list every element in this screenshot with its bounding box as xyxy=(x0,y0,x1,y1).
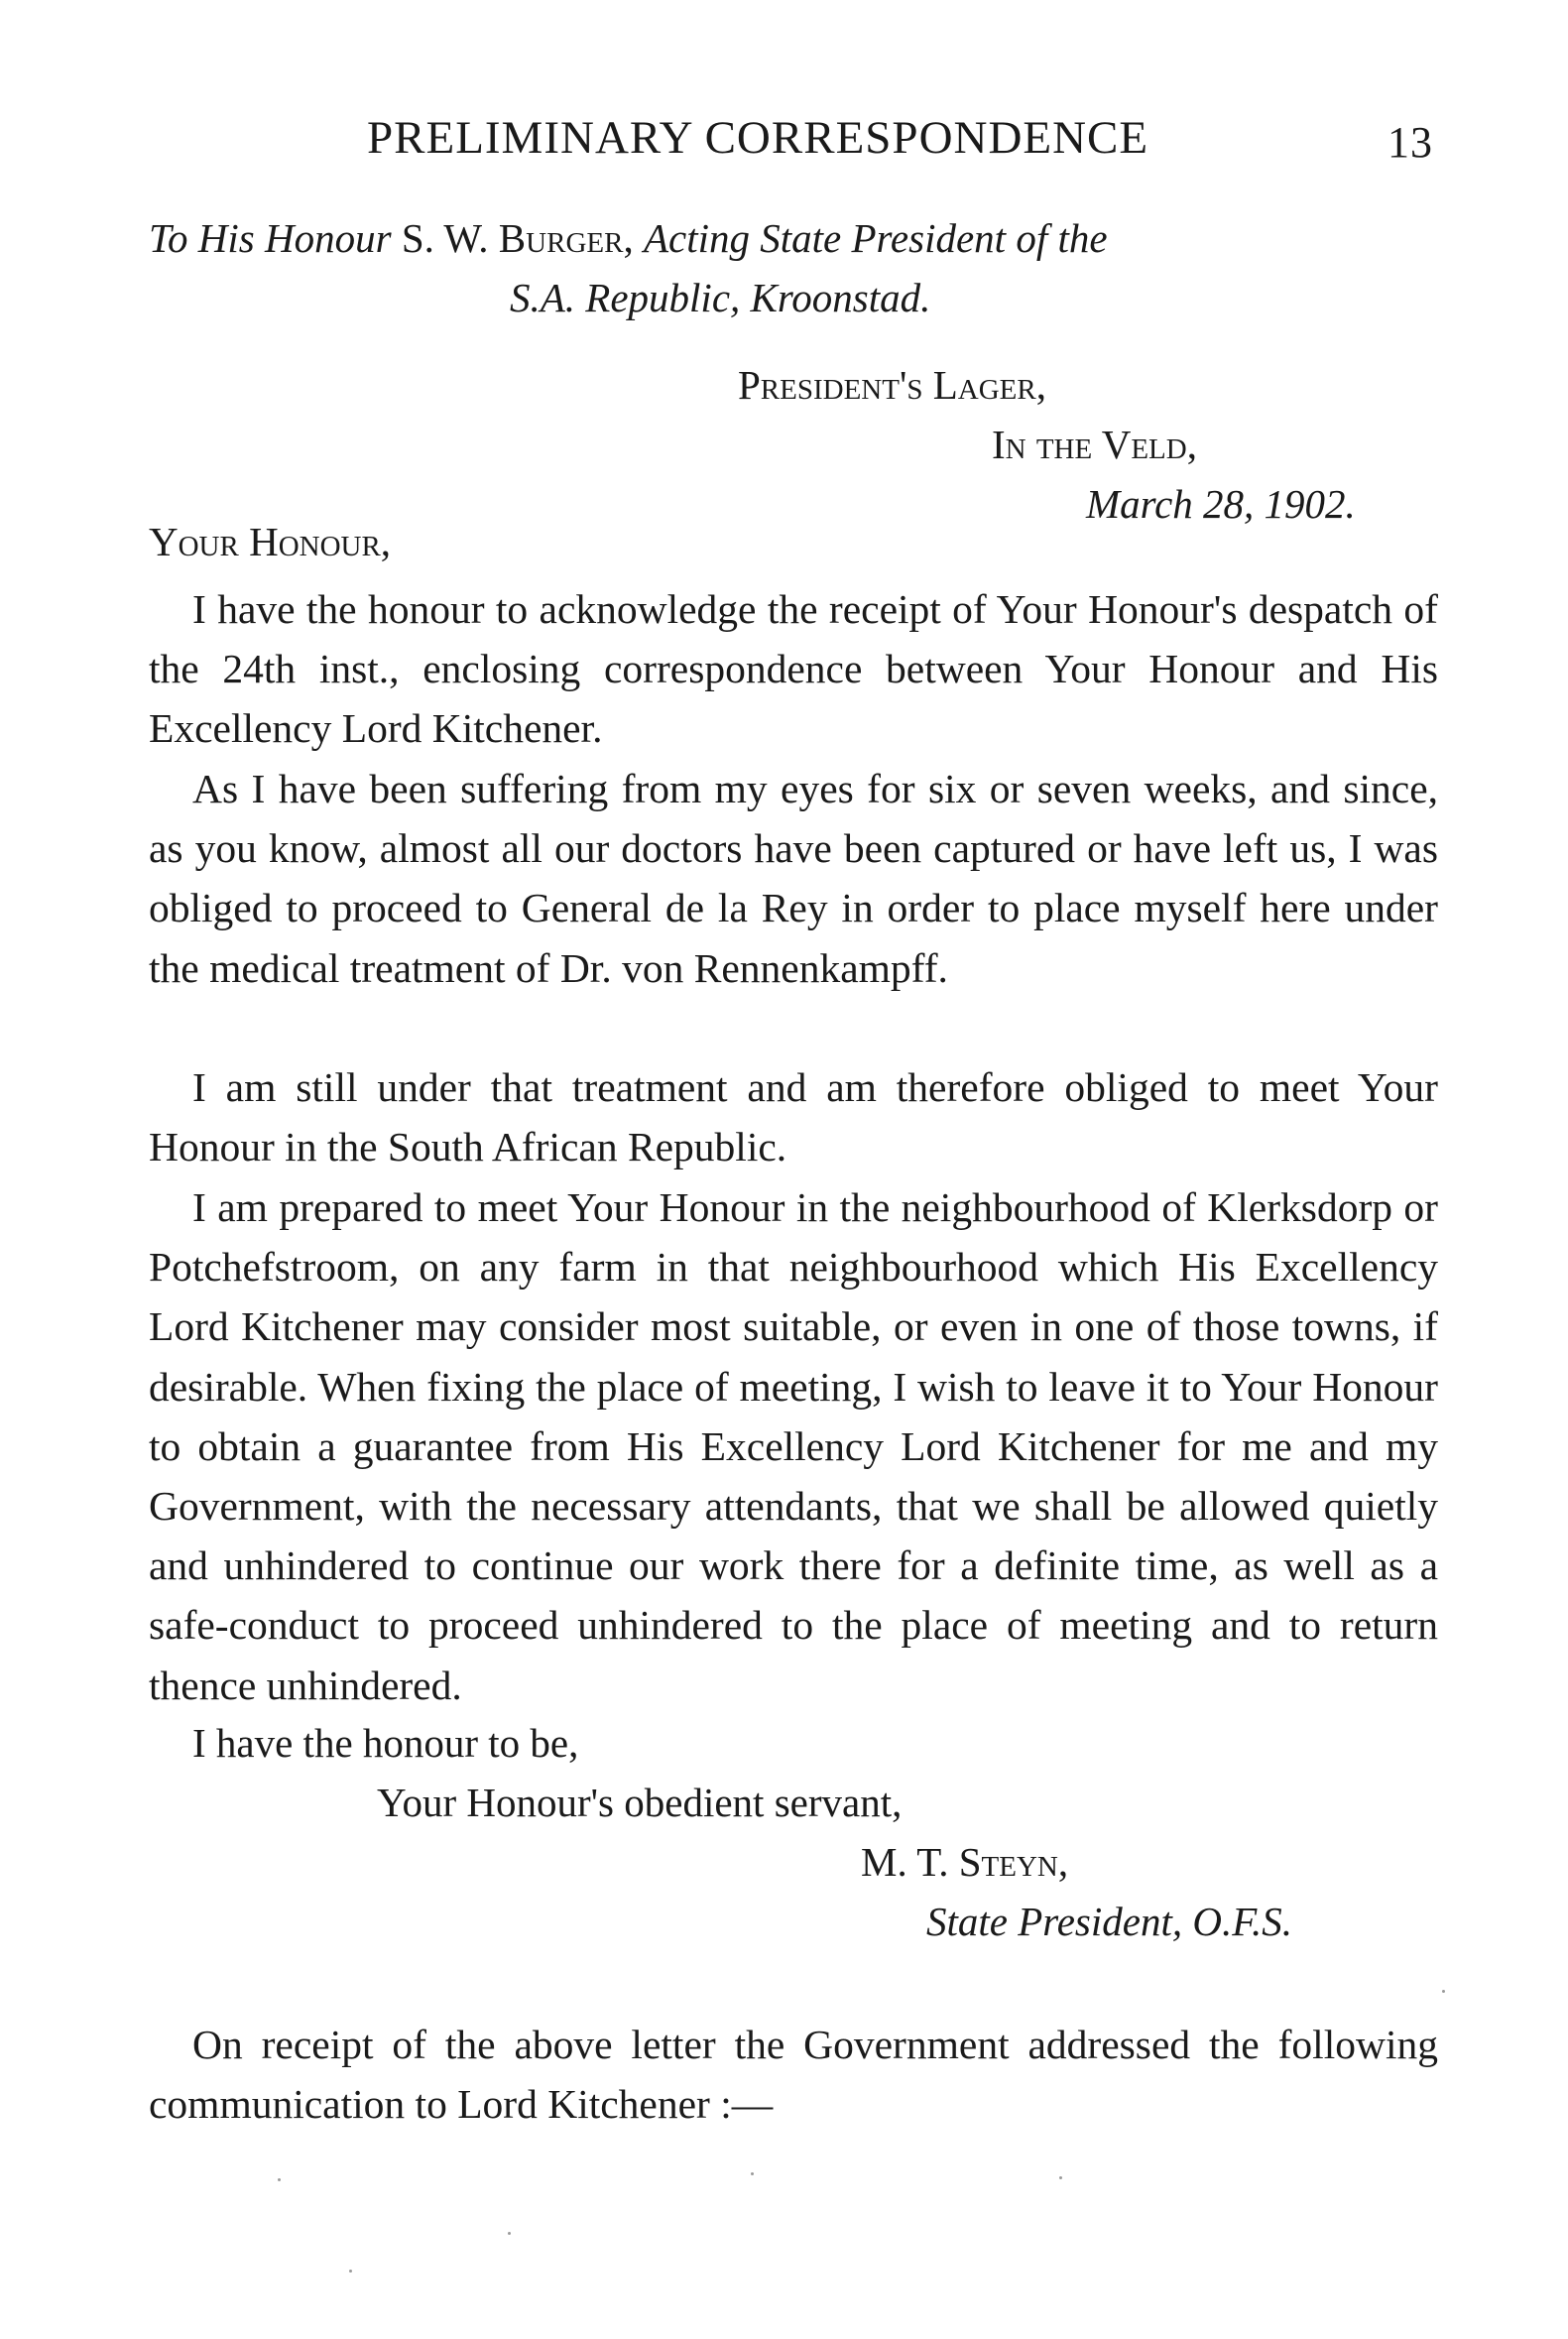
running-title: PRELIMINARY CORRESPONDENCE xyxy=(367,112,1149,164)
address-republic: S.A. Republic, Kroonstad. xyxy=(510,275,931,320)
address-line-1 xyxy=(149,214,1108,262)
closing-line: I have the honour to be, xyxy=(192,1720,579,1766)
dateline-camp: President's Lager, xyxy=(738,362,1046,408)
running-head xyxy=(149,111,1438,171)
letter-paragraph-2: As I have been suffering from my eyes for six or seven weeks, and since, as you know, almost all our doctors have been captured or have left us, I was obliged to proceed to General de la Rey in order to place myself here under the medical treatment of Dr. von Rennenkampff. xyxy=(149,766,1438,991)
page-number: 13 xyxy=(1387,118,1433,167)
signature-name: M. T. Steyn, xyxy=(861,1839,1069,1885)
letter-paragraph-1: I have the honour to acknowledge the receipt of Your Honour's despatch of the 24th inst., enclosing correspondence between Your Honour and His Excellency Lord Kitchener. xyxy=(149,586,1438,752)
signature-title: State President, O.F.S. xyxy=(926,1899,1292,1944)
complimentary-close: Your Honour's obedient servant, xyxy=(377,1780,903,1825)
address-to: To His Honour xyxy=(149,215,392,261)
salutation: Your Honour, xyxy=(149,519,392,564)
address-name: S. W. Burger, xyxy=(401,215,634,261)
dateline-place: In the Veld, xyxy=(992,422,1197,467)
after-letter-paragraph: On receipt of the above letter the Government addressed the following communication to Lord Kitchener :— xyxy=(149,2022,1438,2128)
dateline-date-text: March 28, 1902. xyxy=(1086,481,1356,527)
address-role: Acting State President of the xyxy=(643,215,1108,261)
letter-paragraph-4: I am prepared to meet Your Honour in the neighbourhood of Klerksdorp or Potchefstroom, on any farm in that neighbourhood which His Excellency Lord Kitchener may consider most suitable, or even in one of those towns, if desirable. When fixing the place of meeting, I wish to leave it to Your Honour to obtain a guarantee from His Excellency Lord Kitchener for me and my Government, with the necessary attendants, that we shall be allowed quietly and unhindered to continue our work there for a definite time, as well as a safe-conduct to proceed unhindered to the place of meeting and to return thence unhindered. xyxy=(149,1184,1438,1708)
letter-paragraph-3: I am still under that treatment and am therefore obliged to meet Your Honour in the South African Republic. xyxy=(149,1064,1438,1170)
